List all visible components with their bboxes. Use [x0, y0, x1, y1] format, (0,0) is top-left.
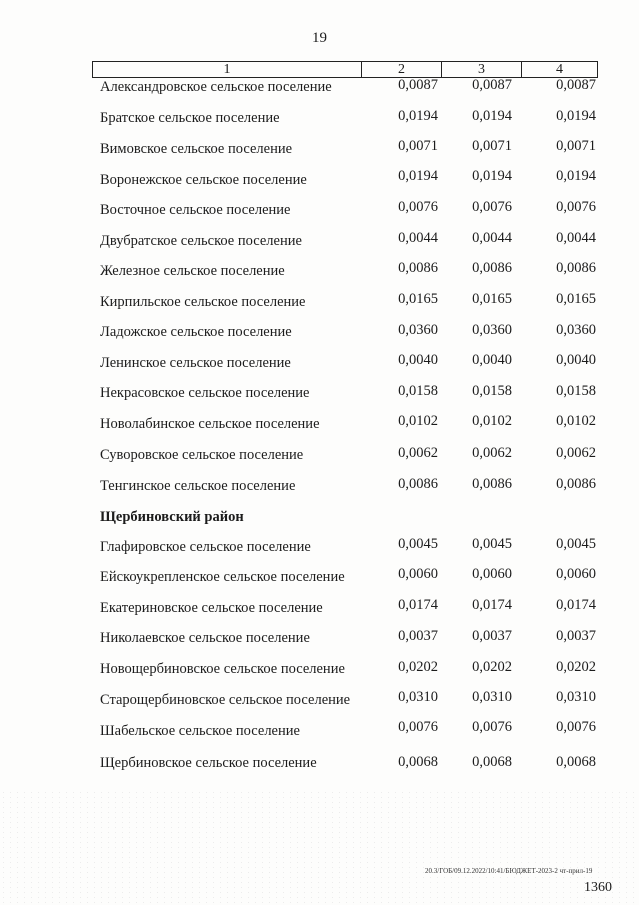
value-col-3: 0,0040 — [472, 352, 512, 368]
settlement-name: Воронежское сельское поселение — [100, 172, 307, 188]
settlement-name: Вимовское сельское поселение — [100, 141, 293, 157]
value-col-3: 0,0076 — [472, 199, 512, 215]
value-col-2: 0,0044 — [398, 230, 438, 246]
document-code: 20.3/ГОБ/09.12.2022/10:41/БЮДЖЕТ-2023-2 чт-прил-19 — [425, 867, 593, 875]
header-col-3: 3 — [442, 62, 522, 77]
value-col-4: 0,0087 — [556, 77, 596, 93]
settlement-name: Старощербиновское сельское поселение — [100, 692, 351, 708]
value-col-2: 0,0086 — [398, 260, 438, 276]
value-col-3: 0,0068 — [472, 754, 512, 770]
settlement-name: Суворовское сельское поселение — [100, 447, 304, 463]
settlement-name: Шабельское сельское поселение — [100, 723, 300, 739]
value-col-4: 0,0102 — [556, 413, 596, 429]
value-col-2: 0,0360 — [398, 322, 438, 338]
settlement-name: Ладожское сельское поселение — [100, 324, 292, 340]
value-col-4: 0,0076 — [556, 199, 596, 215]
value-col-2: 0,0060 — [398, 566, 438, 582]
value-col-2: 0,0165 — [398, 291, 438, 307]
value-col-4: 0,0044 — [556, 230, 596, 246]
settlement-name: Ейскоукрепленское сельское поселение — [100, 569, 345, 585]
value-col-3: 0,0071 — [472, 138, 512, 154]
value-col-2: 0,0045 — [398, 536, 438, 552]
value-col-4: 0,0037 — [556, 628, 596, 644]
settlement-name: Некрасовское сельское поселение — [100, 385, 310, 401]
value-col-2: 0,0076 — [398, 719, 438, 735]
value-col-4: 0,0310 — [556, 689, 596, 705]
settlement-name: Новолабинское сельское поселение — [100, 416, 320, 432]
value-col-2: 0,0158 — [398, 383, 438, 399]
value-col-4: 0,0194 — [556, 168, 596, 184]
value-col-3: 0,0037 — [472, 628, 512, 644]
page-number: 19 — [312, 30, 327, 46]
settlement-name: Николаевское сельское поселение — [100, 630, 310, 646]
value-col-3: 0,0044 — [472, 230, 512, 246]
value-col-3: 0,0086 — [472, 260, 512, 276]
value-col-3: 0,0194 — [472, 168, 512, 184]
settlement-name: Железное сельское поселение — [100, 263, 285, 279]
value-col-4: 0,0086 — [556, 476, 596, 492]
settlement-name: Братское сельское поселение — [100, 110, 280, 126]
value-col-2: 0,0076 — [398, 199, 438, 215]
value-col-2: 0,0174 — [398, 597, 438, 613]
value-col-3: 0,0076 — [472, 719, 512, 735]
settlement-name: Кирпильское сельское поселение — [100, 294, 306, 310]
header-col-1: 1 — [93, 62, 362, 77]
value-col-4: 0,0194 — [556, 108, 596, 124]
value-col-3: 0,0102 — [472, 413, 512, 429]
district-name: Щербиновский район — [100, 509, 244, 525]
value-col-2: 0,0310 — [398, 689, 438, 705]
value-col-2: 0,0194 — [398, 168, 438, 184]
value-col-4: 0,0040 — [556, 352, 596, 368]
value-col-3: 0,0360 — [472, 322, 512, 338]
value-col-4: 0,0068 — [556, 754, 596, 770]
value-col-2: 0,0071 — [398, 138, 438, 154]
value-col-2: 0,0194 — [398, 108, 438, 124]
settlement-name: Новощербиновское сельское поселение — [100, 661, 345, 677]
value-col-2: 0,0087 — [398, 77, 438, 93]
value-col-3: 0,0158 — [472, 383, 512, 399]
value-col-3: 0,0086 — [472, 476, 512, 492]
value-col-4: 0,0202 — [556, 659, 596, 675]
value-col-4: 0,0086 — [556, 260, 596, 276]
settlement-name: Екатериновское сельское поселение — [100, 600, 323, 616]
value-col-4: 0,0174 — [556, 597, 596, 613]
value-col-4: 0,0071 — [556, 138, 596, 154]
value-col-4: 0,0045 — [556, 536, 596, 552]
value-col-3: 0,0087 — [472, 77, 512, 93]
value-col-2: 0,0202 — [398, 659, 438, 675]
value-col-4: 0,0062 — [556, 445, 596, 461]
value-col-4: 0,0360 — [556, 322, 596, 338]
value-col-3: 0,0174 — [472, 597, 512, 613]
value-col-2: 0,0086 — [398, 476, 438, 492]
value-col-4: 0,0158 — [556, 383, 596, 399]
value-col-3: 0,0165 — [472, 291, 512, 307]
value-col-3: 0,0062 — [472, 445, 512, 461]
value-col-2: 0,0062 — [398, 445, 438, 461]
value-col-2: 0,0102 — [398, 413, 438, 429]
value-col-4: 0,0060 — [556, 566, 596, 582]
sheet-number: 1360 — [584, 880, 612, 895]
value-col-2: 0,0040 — [398, 352, 438, 368]
header-col-2: 2 — [362, 62, 442, 77]
value-col-2: 0,0068 — [398, 754, 438, 770]
value-col-3: 0,0202 — [472, 659, 512, 675]
value-col-3: 0,0060 — [472, 566, 512, 582]
settlement-name: Щербиновское сельское поселение — [100, 755, 317, 771]
settlement-name: Глафировское сельское поселение — [100, 539, 311, 555]
value-col-2: 0,0037 — [398, 628, 438, 644]
settlement-name: Тенгинское сельское поселение — [100, 478, 296, 494]
value-col-4: 0,0165 — [556, 291, 596, 307]
value-col-3: 0,0045 — [472, 536, 512, 552]
header-col-4: 4 — [556, 62, 563, 77]
settlement-name: Ленинское сельское поселение — [100, 355, 291, 371]
settlement-name: Александровское сельское поселение — [100, 79, 332, 95]
value-col-4: 0,0076 — [556, 719, 596, 735]
value-col-3: 0,0310 — [472, 689, 512, 705]
value-col-3: 0,0194 — [472, 108, 512, 124]
settlement-name: Восточное сельское поселение — [100, 202, 291, 218]
settlement-name: Двубратское сельское поселение — [100, 233, 302, 249]
